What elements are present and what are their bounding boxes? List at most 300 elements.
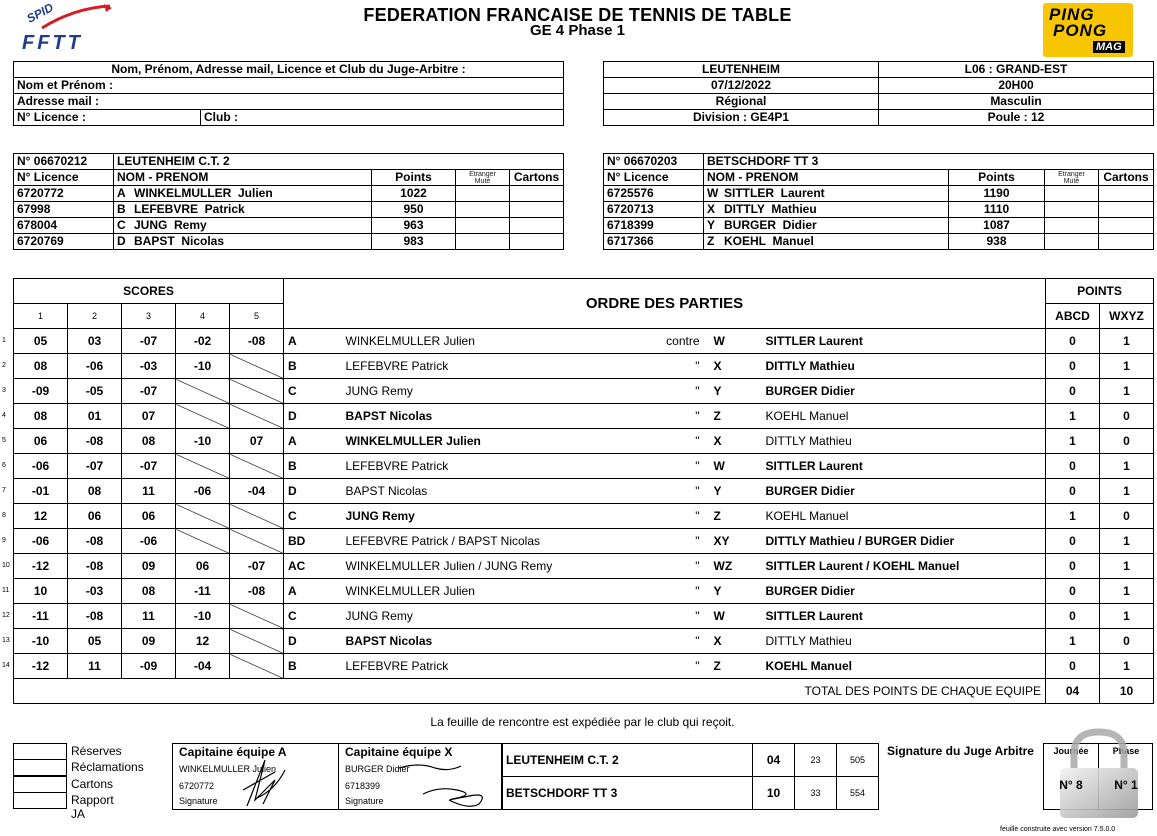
result-x-points: 10 bbox=[753, 777, 795, 810]
set-score: -12 bbox=[14, 654, 68, 679]
set-label: 1 bbox=[14, 304, 68, 329]
unplayed-set-cell bbox=[230, 454, 284, 479]
match-time: 20H00 bbox=[879, 78, 1154, 94]
set-label: 5 bbox=[230, 304, 284, 329]
set-score: -07 bbox=[68, 454, 122, 479]
player-name bbox=[114, 234, 372, 250]
player-letter: W bbox=[707, 186, 719, 200]
team-x-letter: W bbox=[704, 454, 762, 479]
point-a: 1 bbox=[1046, 504, 1100, 529]
player-foreign bbox=[1045, 218, 1099, 234]
team-a-player: WINKELMULLER Julien bbox=[342, 579, 644, 604]
player-points: 938 bbox=[949, 234, 1045, 250]
set-score: 11 bbox=[68, 654, 122, 679]
player-foreign bbox=[456, 186, 510, 202]
team-a-player: WINKELMULLER Julien bbox=[342, 429, 644, 454]
point-x: 1 bbox=[1100, 654, 1154, 679]
set-score: 12 bbox=[14, 504, 68, 529]
player-licence: 6725576 bbox=[604, 186, 704, 202]
wxyz-header: WXYZ bbox=[1100, 304, 1154, 329]
col-licence: N° Licence bbox=[14, 170, 114, 186]
abcd-header: ABCD bbox=[1046, 304, 1100, 329]
set-score: -06 bbox=[68, 354, 122, 379]
referee-club-field: Club : bbox=[201, 110, 564, 126]
set-score: 08 bbox=[122, 579, 176, 604]
reserves-checkbox[interactable] bbox=[13, 743, 67, 760]
player-fullname: LEFEBVRE Patrick bbox=[134, 202, 245, 216]
match-row bbox=[14, 479, 1154, 504]
match-row bbox=[14, 654, 1154, 679]
player-row bbox=[14, 202, 564, 218]
point-x: 1 bbox=[1100, 454, 1154, 479]
set-score: 07 bbox=[230, 429, 284, 454]
match-row bbox=[14, 604, 1154, 629]
match-number: 4 bbox=[2, 412, 6, 419]
claims-label: Réclamations bbox=[71, 760, 144, 774]
set-score: -07 bbox=[122, 454, 176, 479]
player-fullname: JUNG Remy bbox=[134, 218, 207, 232]
point-a: 1 bbox=[1046, 404, 1100, 429]
player-cards bbox=[510, 218, 564, 234]
versus-label: " bbox=[644, 654, 704, 679]
player-points: 1087 bbox=[949, 218, 1045, 234]
player-cards bbox=[510, 202, 564, 218]
point-a: 0 bbox=[1046, 654, 1100, 679]
match-level: Régional bbox=[604, 94, 879, 110]
order-header: ORDRE DES PARTIES bbox=[284, 279, 1046, 329]
set-score: -03 bbox=[68, 579, 122, 604]
match-number: 8 bbox=[2, 512, 6, 519]
set-score: 06 bbox=[122, 504, 176, 529]
team-a-letter: B bbox=[284, 654, 342, 679]
team-a-player: LEFEBVRE Patrick bbox=[342, 354, 644, 379]
result-team-a: LEUTENHEIM C.T. 2 bbox=[503, 744, 753, 777]
set-score: -10 bbox=[176, 429, 230, 454]
versus-label: " bbox=[644, 604, 704, 629]
set-score: -06 bbox=[14, 529, 68, 554]
point-a: 1 bbox=[1046, 429, 1100, 454]
team-x-player: KOEHL Manuel bbox=[762, 654, 1046, 679]
player-cards bbox=[1099, 218, 1154, 234]
point-x: 1 bbox=[1100, 579, 1154, 604]
player-row bbox=[14, 186, 564, 202]
player-row bbox=[14, 234, 564, 250]
point-a: 0 bbox=[1046, 354, 1100, 379]
versus-label: " bbox=[644, 529, 704, 554]
player-name bbox=[114, 202, 372, 218]
point-x: 1 bbox=[1100, 479, 1154, 504]
set-score: -10 bbox=[14, 629, 68, 654]
set-score: -11 bbox=[14, 604, 68, 629]
player-licence: 6720769 bbox=[14, 234, 114, 250]
unplayed-set-cell bbox=[176, 529, 230, 554]
team-a-player: JUNG Remy bbox=[342, 604, 644, 629]
points-header: POINTS bbox=[1046, 279, 1154, 304]
match-row bbox=[14, 629, 1154, 654]
point-a: 0 bbox=[1046, 454, 1100, 479]
team-x-letter: X bbox=[704, 354, 762, 379]
total-a: 04 bbox=[1046, 679, 1100, 704]
ping-pong-mag-logo bbox=[1043, 3, 1133, 57]
set-label: 4 bbox=[176, 304, 230, 329]
point-a: 0 bbox=[1046, 329, 1100, 354]
match-number: 12 bbox=[2, 612, 10, 619]
team-x-name: BETSCHDORF TT 3 bbox=[704, 154, 1154, 170]
referee-heading: Nom, Prénom, Adresse mail, Licence et Club du Juge-Arbitre : bbox=[14, 62, 564, 78]
player-licence: 678004 bbox=[14, 218, 114, 234]
team-a-player: JUNG Remy bbox=[342, 504, 644, 529]
team-x-player: KOEHL Manuel bbox=[762, 504, 1046, 529]
match-venue: LEUTENHEIM bbox=[604, 62, 879, 78]
team-a-number: N° 06670212 bbox=[14, 154, 114, 170]
set-label: 2 bbox=[68, 304, 122, 329]
player-points: 1190 bbox=[949, 186, 1045, 202]
set-score: -08 bbox=[68, 529, 122, 554]
player-row bbox=[604, 186, 1154, 202]
versus-label: " bbox=[644, 429, 704, 454]
set-score: -11 bbox=[176, 579, 230, 604]
point-a: 0 bbox=[1046, 529, 1100, 554]
team-a-letter: AC bbox=[284, 554, 342, 579]
set-score: -09 bbox=[14, 379, 68, 404]
unplayed-set-cell bbox=[230, 604, 284, 629]
set-score: 03 bbox=[68, 329, 122, 354]
set-score: -08 bbox=[68, 604, 122, 629]
result-a-balls: 505 bbox=[837, 744, 879, 777]
set-score: -02 bbox=[176, 329, 230, 354]
set-score: -07 bbox=[230, 554, 284, 579]
player-points: 1022 bbox=[372, 186, 456, 202]
team-a-player: LEFEBVRE Patrick / BAPST Nicolas bbox=[342, 529, 644, 554]
match-number: 13 bbox=[2, 637, 10, 644]
versus-label: " bbox=[644, 479, 704, 504]
match-number: 3 bbox=[2, 387, 6, 394]
set-score: -05 bbox=[68, 379, 122, 404]
player-letter: C bbox=[117, 218, 126, 232]
result-x-balls: 554 bbox=[837, 777, 879, 810]
col-points: Points bbox=[372, 170, 456, 186]
set-score: 08 bbox=[14, 404, 68, 429]
team-a-letter: B bbox=[284, 354, 342, 379]
set-score: -07 bbox=[122, 329, 176, 354]
team-x-player: DITTLY Mathieu bbox=[762, 429, 1046, 454]
set-score: 10 bbox=[14, 579, 68, 604]
match-row bbox=[14, 404, 1154, 429]
team-a-player: BAPST Nicolas bbox=[342, 479, 644, 504]
unplayed-set-cell bbox=[176, 404, 230, 429]
player-cards bbox=[510, 186, 564, 202]
set-score: -01 bbox=[14, 479, 68, 504]
claims-checkbox[interactable] bbox=[13, 759, 67, 776]
cards-label: Cartons bbox=[71, 777, 114, 791]
team-x-player: DITTLY Mathieu bbox=[762, 354, 1046, 379]
set-score: -08 bbox=[230, 329, 284, 354]
set-score: -03 bbox=[122, 354, 176, 379]
player-points: 963 bbox=[372, 218, 456, 234]
versus-label: " bbox=[644, 379, 704, 404]
player-cards bbox=[1099, 202, 1154, 218]
referee-box bbox=[13, 61, 564, 126]
player-name bbox=[114, 186, 372, 202]
match-row bbox=[14, 554, 1154, 579]
team-a-letter: C bbox=[284, 604, 342, 629]
player-points: 1110 bbox=[949, 202, 1045, 218]
match-row bbox=[14, 504, 1154, 529]
team-x-player: SITTLER Laurent bbox=[762, 604, 1046, 629]
result-x-sets: 33 bbox=[795, 777, 837, 810]
versus-label: " bbox=[644, 554, 704, 579]
match-number: 2 bbox=[2, 362, 6, 369]
mag-line2: PONG bbox=[1053, 21, 1108, 40]
versus-label: " bbox=[644, 354, 704, 379]
lock-icon bbox=[1044, 728, 1154, 818]
point-x: 1 bbox=[1100, 379, 1154, 404]
col-foreign: Etranger Muté bbox=[1045, 170, 1099, 186]
player-fullname: BURGER Didier bbox=[724, 218, 817, 232]
result-a-points: 04 bbox=[753, 744, 795, 777]
captain-a-title: Capitaine équipe A bbox=[179, 745, 287, 759]
versus-label: " bbox=[644, 504, 704, 529]
player-fullname: SITTLER Laurent bbox=[724, 186, 825, 200]
col-cards: Cartons bbox=[510, 170, 564, 186]
team-x-player: SITTLER Laurent bbox=[762, 454, 1046, 479]
set-score: 06 bbox=[68, 504, 122, 529]
team-a-player: BAPST Nicolas bbox=[342, 629, 644, 654]
reserves-label: Réserves bbox=[71, 744, 122, 758]
phase-label: Phase bbox=[1112, 746, 1140, 756]
captain-x-signature-label: Signature bbox=[345, 796, 384, 806]
col-foreign: Etranger Muté bbox=[456, 170, 510, 186]
match-number: 6 bbox=[2, 462, 6, 469]
player-licence: 6718399 bbox=[604, 218, 704, 234]
team-a-player: LEFEBVRE Patrick bbox=[342, 654, 644, 679]
set-score: -06 bbox=[176, 479, 230, 504]
checkbox-group bbox=[13, 743, 173, 821]
version-note: feuille construite avec version 7.5.0.0 bbox=[1000, 826, 1116, 833]
match-row bbox=[14, 329, 1154, 354]
captain-x-signature bbox=[339, 750, 499, 810]
match-row bbox=[14, 579, 1154, 604]
col-licence: N° Licence bbox=[604, 170, 704, 186]
player-licence: 6720713 bbox=[604, 202, 704, 218]
team-x-letter: W bbox=[704, 329, 762, 354]
col-name: NOM - PRENOM bbox=[114, 170, 372, 186]
player-points: 950 bbox=[372, 202, 456, 218]
player-letter: X bbox=[707, 202, 716, 216]
set-score: -10 bbox=[176, 604, 230, 629]
team-a-letter: D bbox=[284, 479, 342, 504]
col-cards: Cartons bbox=[1099, 170, 1154, 186]
team-x-letter: Z bbox=[704, 654, 762, 679]
versus-label: " bbox=[644, 404, 704, 429]
journee-phase-box bbox=[1043, 743, 1153, 810]
match-number: 10 bbox=[2, 562, 10, 569]
match-row bbox=[14, 454, 1154, 479]
set-score: -06 bbox=[14, 454, 68, 479]
point-a: 0 bbox=[1046, 479, 1100, 504]
spid-logo bbox=[14, 2, 114, 56]
player-foreign bbox=[1045, 202, 1099, 218]
team-x-letter: XY bbox=[704, 529, 762, 554]
match-row bbox=[14, 529, 1154, 554]
set-score: 08 bbox=[122, 429, 176, 454]
versus-label: " bbox=[644, 579, 704, 604]
player-name bbox=[704, 218, 949, 234]
set-score: 11 bbox=[122, 479, 176, 504]
report-checkbox[interactable] bbox=[13, 792, 67, 809]
team-x-letter: X bbox=[704, 429, 762, 454]
team-x-letter: WZ bbox=[704, 554, 762, 579]
set-score: -09 bbox=[122, 654, 176, 679]
player-row bbox=[604, 218, 1154, 234]
result-table bbox=[502, 743, 879, 810]
team-x-player: SITTLER Laurent / KOEHL Manuel bbox=[762, 554, 1046, 579]
team-x-player: BURGER Didier bbox=[762, 579, 1046, 604]
versus-label: " bbox=[644, 629, 704, 654]
unplayed-set-cell bbox=[230, 504, 284, 529]
team-a-player: WINKELMULLER Julien / JUNG Remy bbox=[342, 554, 644, 579]
mag-line1: PING bbox=[1049, 5, 1095, 24]
captain-x-title: Capitaine équipe X bbox=[345, 745, 453, 759]
swoosh-icon bbox=[14, 2, 114, 32]
versus-label: " bbox=[644, 454, 704, 479]
referee-licence-field: N° Licence : bbox=[14, 110, 201, 126]
player-letter: Y bbox=[707, 218, 716, 232]
set-score: 05 bbox=[14, 329, 68, 354]
fftt-label: FFTT bbox=[22, 32, 83, 54]
team-a-letter: C bbox=[284, 504, 342, 529]
captain-x-licence: 6718399 bbox=[345, 781, 381, 791]
captain-a-signature bbox=[235, 750, 315, 810]
team-a-player: LEFEBVRE Patrick bbox=[342, 454, 644, 479]
team-x-letter: Y bbox=[704, 379, 762, 404]
player-name bbox=[704, 202, 949, 218]
match-date: 07/12/2022 bbox=[604, 78, 879, 94]
referee-name-field: Nom et Prénom : bbox=[14, 78, 564, 94]
unplayed-set-cell bbox=[230, 404, 284, 429]
col-name: NOM - PRENOM bbox=[704, 170, 949, 186]
player-cards bbox=[1099, 234, 1154, 250]
player-points: 983 bbox=[372, 234, 456, 250]
set-score: 06 bbox=[14, 429, 68, 454]
player-fullname: BAPST Nicolas bbox=[134, 234, 225, 248]
player-licence: 6720772 bbox=[14, 186, 114, 202]
match-number: 1 bbox=[2, 337, 6, 344]
player-foreign bbox=[456, 234, 510, 250]
unplayed-set-cell bbox=[176, 379, 230, 404]
set-score: -12 bbox=[14, 554, 68, 579]
team-x-player: SITTLER Laurent bbox=[762, 329, 1046, 354]
set-score: 07 bbox=[122, 404, 176, 429]
point-x: 1 bbox=[1100, 329, 1154, 354]
set-label: 3 bbox=[122, 304, 176, 329]
unplayed-set-cell bbox=[230, 529, 284, 554]
captain-a-box bbox=[172, 743, 339, 810]
team-a-letter: C bbox=[284, 379, 342, 404]
result-team-x: BETSCHDORF TT 3 bbox=[503, 777, 753, 810]
point-x: 1 bbox=[1100, 354, 1154, 379]
player-fullname: DITTLY Mathieu bbox=[724, 202, 817, 216]
team-x-number: N° 06670203 bbox=[604, 154, 704, 170]
set-score: 12 bbox=[176, 629, 230, 654]
team-x-letter: Y bbox=[704, 579, 762, 604]
set-score: 09 bbox=[122, 629, 176, 654]
match-row bbox=[14, 429, 1154, 454]
match-division: Division : GE4P1 bbox=[604, 110, 879, 126]
scores-header: SCORES bbox=[14, 279, 284, 304]
captain-a-signature-label: Signature bbox=[179, 796, 218, 806]
point-a: 0 bbox=[1046, 554, 1100, 579]
match-league: L06 : GRAND-EST bbox=[879, 62, 1154, 78]
team-a-letter: D bbox=[284, 404, 342, 429]
team-a-player: WINKELMULLER Julien bbox=[342, 329, 644, 354]
unplayed-set-cell bbox=[230, 654, 284, 679]
set-score: -08 bbox=[68, 554, 122, 579]
player-letter: A bbox=[117, 186, 126, 200]
team-x-player: BURGER Didier bbox=[762, 479, 1046, 504]
match-info-box bbox=[603, 61, 1154, 126]
captain-a-licence: 6720772 bbox=[179, 781, 215, 791]
cards-checkbox[interactable] bbox=[13, 776, 67, 793]
set-score: 09 bbox=[122, 554, 176, 579]
player-name bbox=[704, 186, 949, 202]
team-x-letter: Y bbox=[704, 479, 762, 504]
player-name bbox=[704, 234, 949, 250]
team-a-letter: BD bbox=[284, 529, 342, 554]
referee-signature-label: Signature du Juge Arbitre bbox=[887, 744, 1034, 758]
team-x-player: DITTLY Mathieu bbox=[762, 629, 1046, 654]
team-a-letter: A bbox=[284, 329, 342, 354]
point-x: 0 bbox=[1100, 504, 1154, 529]
match-gender: Masculin bbox=[879, 94, 1154, 110]
player-cards bbox=[1099, 186, 1154, 202]
team-a-player: JUNG Remy bbox=[342, 379, 644, 404]
unplayed-set-cell bbox=[230, 354, 284, 379]
player-name bbox=[114, 218, 372, 234]
player-fullname: KOEHL Manuel bbox=[724, 234, 814, 248]
set-score: 01 bbox=[68, 404, 122, 429]
report-label: Rapport JA bbox=[71, 793, 114, 821]
match-order-table bbox=[13, 278, 1154, 704]
match-number: 5 bbox=[2, 437, 6, 444]
set-score: 08 bbox=[14, 354, 68, 379]
player-letter: D bbox=[117, 234, 126, 248]
point-x: 1 bbox=[1100, 529, 1154, 554]
set-score: 05 bbox=[68, 629, 122, 654]
journee-value: N° 8 bbox=[1059, 778, 1083, 792]
player-licence: 67998 bbox=[14, 202, 114, 218]
unplayed-set-cell bbox=[176, 504, 230, 529]
team-a-player: BAPST Nicolas bbox=[342, 404, 644, 429]
team-a-letter: B bbox=[284, 454, 342, 479]
player-fullname: WINKELMULLER Julien bbox=[134, 186, 273, 200]
team-a-name: LEUTENHEIM C.T. 2 bbox=[114, 154, 564, 170]
match-number: 14 bbox=[2, 662, 10, 669]
point-a: 1 bbox=[1046, 629, 1100, 654]
set-score: -04 bbox=[176, 654, 230, 679]
referee-email-field: Adresse mail : bbox=[14, 94, 564, 110]
total-x: 10 bbox=[1100, 679, 1154, 704]
player-licence: 6717366 bbox=[604, 234, 704, 250]
team-a-letter: A bbox=[284, 429, 342, 454]
match-number: 7 bbox=[2, 487, 6, 494]
set-score: 11 bbox=[122, 604, 176, 629]
col-points: Points bbox=[949, 170, 1045, 186]
match-row bbox=[14, 379, 1154, 404]
team-a-letter: D bbox=[284, 629, 342, 654]
unplayed-set-cell bbox=[176, 454, 230, 479]
team-x-letter: X bbox=[704, 629, 762, 654]
